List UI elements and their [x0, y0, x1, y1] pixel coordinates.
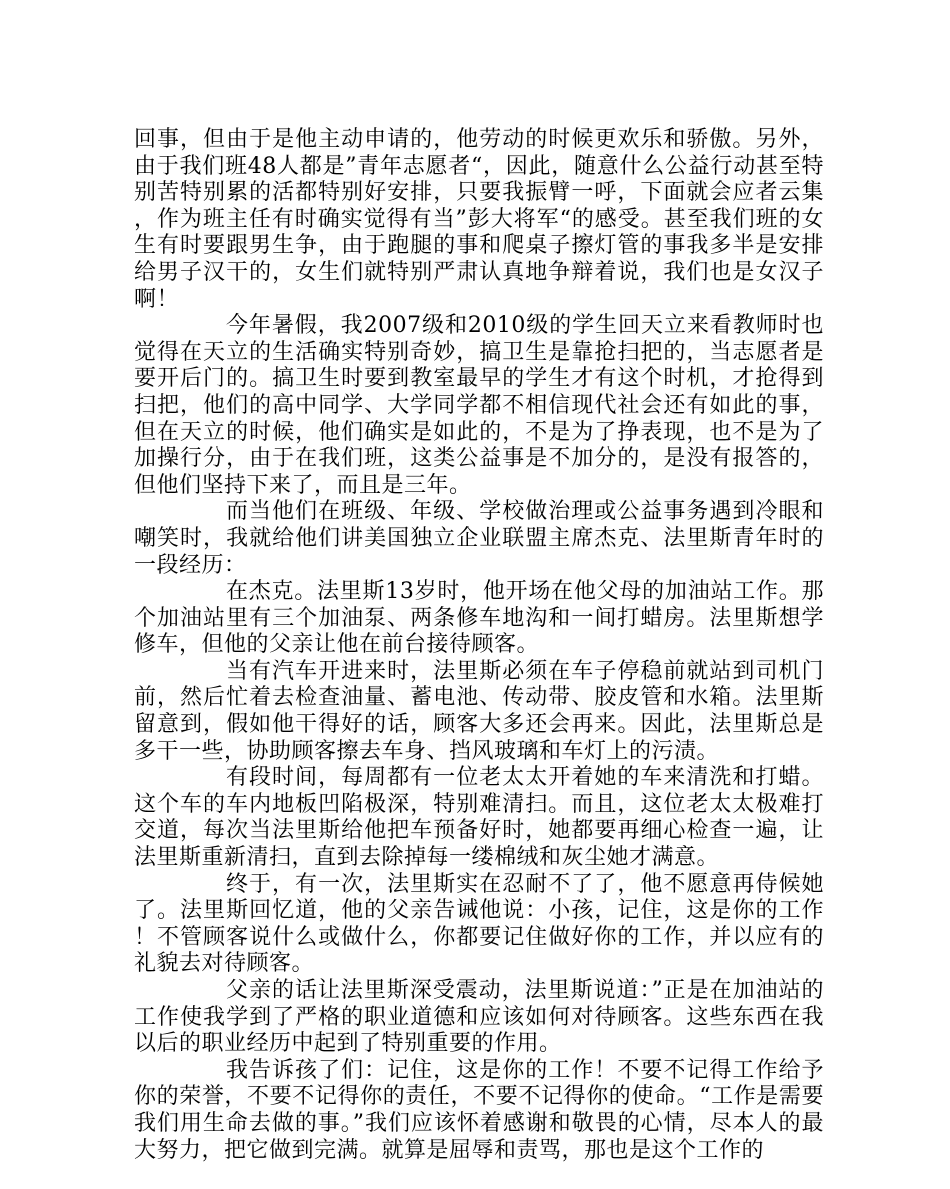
article-body	[134, 127, 824, 1164]
paragraph-3: 而当他们在班级、年级、学校做治理或公益事务遇到冷眼和嘲笑时，我就给他们讲美国独立企业联盟主席杰克、法里斯青年时的一段经历：	[134, 499, 824, 578]
paragraph-6: 有段时间，每周都有一位老太太开着她的车来清洗和打蜡。这个车的车内地板凹陷极深，特别难清扫。而且，这位老太太极难打交道，每次当法里斯给他把车预备好时，她都要再细心检查一遍，让法里斯重新清扫，直到去除掉每一缕棉绒和灰尘她才满意。	[134, 765, 824, 871]
paragraph-8: 父亲的话让法里斯深受震动，法里斯说道：”正是在加油站的工作使我学到了严格的职业道德和应该如何对待顾客。这些东西在我以后的职业经历中起到了特别重要的作用。	[134, 978, 824, 1057]
paragraph-4: 在杰克。法里斯13岁时，他开场在他父母的加油站工作。那个加油站里有三个加油泵、两条修车地沟和一间打蜡房。法里斯想学修车，但他的父亲让他在前台接待顾客。	[134, 579, 824, 658]
paragraph-7: 终于，有一次，法里斯实在忍耐不了了，他不愿意再侍候她了。法里斯回忆道，他的父亲告诫他说：小孩，记住，这是你的工作！不管顾客说什么或做什么，你都要记住做好你的工作，并以应有的礼貌去对待顾客。	[134, 871, 824, 977]
paragraph-5: 当有汽车开进来时，法里斯必须在车子停稳前就站到司机门前，然后忙着去检查油量、蓄电池、传动带、胶皮管和水箱。法里斯留意到，假如他干得好的话，顾客大多还会再来。因此，法里斯总是多干一些，协助顾客擦去车身、挡风玻璃和车灯上的污渍。	[134, 658, 824, 764]
paragraph-2: 今年暑假，我2007级和2010级的学生回天立来看教师时也觉得在天立的生活确实特别奇妙，搞卫生是靠抢扫把的，当志愿者是要开后门的。搞卫生时要到教室最早的学生才有这个时机，才抢得到扫把，他们的高中同学、大学同学都不相信现代社会还有如此的事，但在天立的时候，他们确实是如此的，不是为了挣表现，也不是为了加操行分，由于在我们班，这类公益事是不加分的，是没有报答的，但他们坚持下来了，而且是三年。	[134, 313, 824, 498]
paragraph-1: 回事，但由于是他主动申请的，他劳动的时候更欢乐和骄傲。另外，由于我们班48人都是”青年志愿者“，因此，随意什么公益行动甚至特别苦特别累的活都特别好安排，只要我振臂一呼，下面就会应者云集，作为班主任有时确实觉得有当”彭大将军“的感受。甚至我们班的女生有时要跟男生争，由于跑腿的事和爬桌子擦灯管的事我多半是安排给男子汉干的，女生们就特别严肃认真地争辩着说，我们也是女汉子啊！	[134, 127, 824, 312]
paragraph-9: 我告诉孩了们：记住，这是你的工作！不要不记得工作给予你的荣誉，不要不记得你的责任，不要不记得你的使命。“工作是需要我们用生命去做的事。”我们应该怀着感谢和敬畏的心情，尽本人的最大努力，把它做到完满。就算是屈辱和责骂，那也是这个工作的	[134, 1057, 824, 1163]
